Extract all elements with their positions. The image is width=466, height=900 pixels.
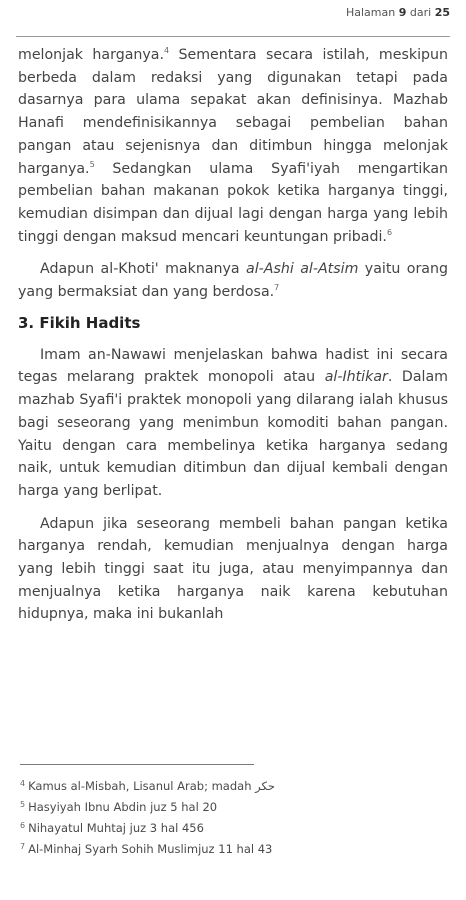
footnote-ref-4[interactable]: 4 (164, 46, 170, 55)
page-header (16, 6, 450, 28)
current-page-number: 9 (398, 6, 407, 19)
footnote-item: $^5$ Hasyiyah Ibnu Abdin juz 5 hal 20 (20, 800, 218, 814)
footnote-ref-5[interactable]: 5 (89, 159, 95, 169)
page-label: Halaman (345, 6, 396, 19)
page-of-label: dari (409, 6, 432, 19)
paragraph-2: Adapun al-Khoti' maknanya al-Ashi al-Atsim yaitu orang yang bermaksiat dan yang berdosa.$^7$ (18, 261, 448, 301)
header-divider (16, 36, 450, 37)
footnote-ref-7[interactable]: 7 (274, 283, 280, 293)
footnote-ref-6[interactable]: 6 (386, 227, 393, 237)
paragraph-3: Imam an-Nawawi menjelaskan bahwa hadist ini secara tegas melarang praktek monopoli atau al-Ihtikar. Dalam mazhab Syafi'i praktek monopoli yang dilarang ialah khusus bagi seseorang yang menimbun komoditi bahan pangan. Yaitu dengan cara membelinya ketika harganya sedang naik, untuk kemudian ditimbun dan dijual kembali dengan harga yang berlipat. (18, 346, 448, 499)
footnotes (20, 776, 450, 860)
italic-term: al-Ashi al-Atsim (246, 261, 359, 278)
paragraph-1: melonjak harganya.$^4$ Sementara secara istilah, meskipun berbeda dalam redaksi yang digunakan tetapi pada dasarnya para ulama sepakat akan definisinya. Mazhab Hanafi mendefinisikannya sebagai pembelian bahan pangan atau sejenisnya dan ditimbun hingga melonjak harganya.$^5$ Sedangkan ulama Syafi'iyah mengartikan pembelian bahan makanan pokok ketika harganya tinggi, kemudian disimpan dan dijual lagi dengan harga yang lebih tinggi dengan maksud mencari keuntungan pribadi.$^6$ (18, 46, 448, 245)
footnote-item: $^7$ Al-Minhaj Syarh Sohih Muslimjuz 11 hal 43 (20, 842, 273, 856)
italic-term: al-Ihtikar (324, 369, 388, 386)
section-heading: 3. Fikih Hadits (18, 313, 141, 332)
page-body (18, 44, 448, 636)
footnote-item: $^6$ Nihayatul Muhtaj juz 3 hal 456 (20, 821, 204, 835)
paragraph-4: Adapun jika seseorang membeli bahan pangan ketika harganya rendah, kemudian menjualnya dengan harga yang lebih tinggi saat itu juga, atau menyimpannya dan menjualnya ketika harganya naik karena kebutuhan hidupnya, maka ini bukanlah (18, 515, 448, 623)
footnote-item: $^4$ Kamus al-Misbah, Lisanul Arab; madah حكر (20, 779, 275, 793)
footnote-divider (20, 764, 254, 765)
total-pages: 25 (434, 6, 450, 19)
